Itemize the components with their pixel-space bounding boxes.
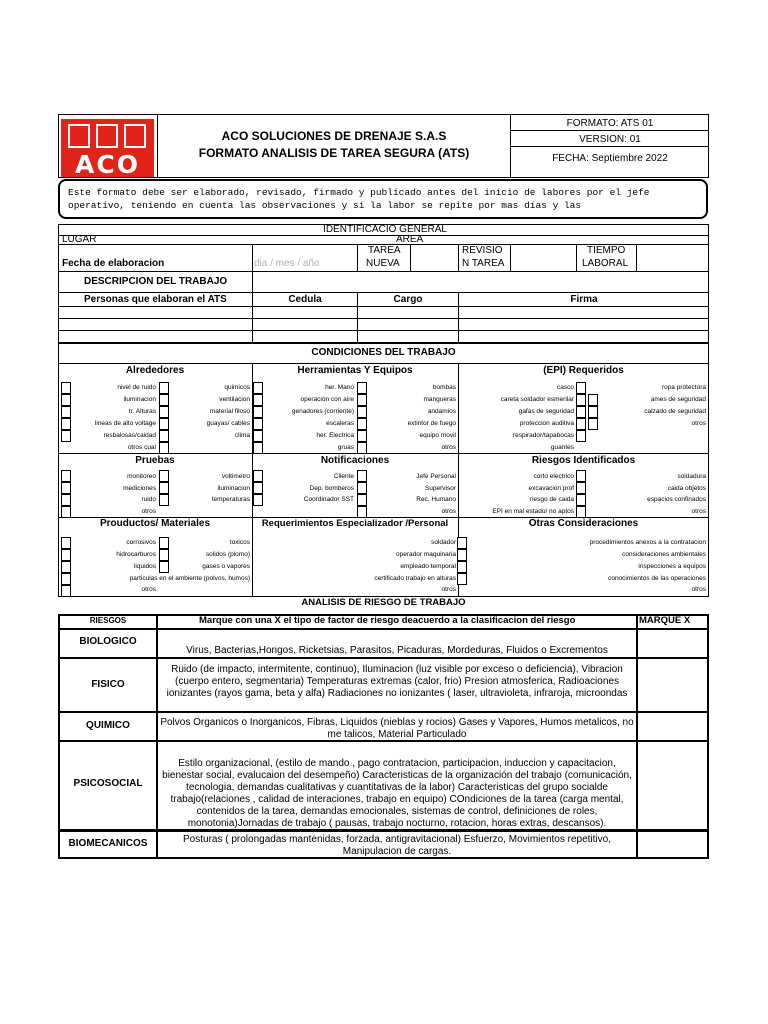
- riesgos-identificados-title: Riesgos Identificados: [531, 455, 636, 466]
- risk-desc: Polvos Organicos o Inorganicos, Fibras, Liquidos (nieblas y rocios) Gases y Vapores, Humos metalicos, no me talicos, Material Particulado: [160, 717, 634, 740]
- checkbox[interactable]: [357, 382, 367, 394]
- risk-desc: Ruido (de impacto, intermitente, continuo), Iluminacion (luz visible por exceso o deficiencia), Vibracion (cuerpo entero, segmentaria) Temperaturas extremas (calor, frio) Presion atmosferica, Radioaciones ionizantes (rayos gama, beta y alfa) Radiaciones no ionizantes ( laser, ultravioleta, infraroja, microondas: [166, 664, 628, 699]
- check-label: careta soldador esmerilar: [500, 396, 574, 403]
- col-marque: MARQUE X: [639, 615, 691, 626]
- check-label: otros: [691, 586, 706, 593]
- risk-desc: Estilo organizacional, (estilo de mando , pago contratacion, participacion, induccion y capacitacion, bienestar social, evalucaion del desempeño) Caracteristicas de la organización del trabajo (comunicación, tecnologia, demandas cualitativas y cuantitativas de la labor) Caracteristicas del grupo socialde trabajo(relaciones , calidad de interaciones, trabajo en equipo) COndiciones de la tarea (carga mental, contenidos de la tarea, demandas emocionales, sistemas de control, definiciones de roles, monotonia)Jornadas de trabajo ( pausas, trabajo nocturno, rotacion, horas extras, descansos).: [162, 758, 632, 829]
- check-label: iluminacion: [123, 396, 156, 403]
- fecha-input[interactable]: dia / mes / año: [254, 258, 320, 269]
- checkbox[interactable]: [357, 430, 367, 442]
- check-label: certificado trabajo en alturas: [374, 575, 456, 582]
- check-label: gases o vapores: [202, 563, 250, 570]
- check-label: Cliente: [333, 473, 354, 480]
- mark-cell[interactable]: [638, 742, 707, 829]
- checkbox[interactable]: [159, 494, 169, 506]
- check-label: Supervisor: [424, 485, 456, 492]
- check-label: conocimientos de las operaciones: [608, 575, 706, 582]
- conditions-title: CONDICIONES DEL TRABAJO: [311, 347, 456, 358]
- check-label: EPI en mal estado/ no aptos: [492, 508, 574, 515]
- checkbox[interactable]: [159, 382, 169, 394]
- check-label: clima: [234, 432, 250, 439]
- conditions-frame: [58, 343, 709, 597]
- check-label: corto electrico: [533, 473, 574, 480]
- alrededores-title: Alrededores: [125, 365, 185, 376]
- epi-title: (EPI) Requeridos: [543, 365, 624, 376]
- check-label: soldadura: [677, 473, 706, 480]
- check-label: Coordinador SST: [303, 496, 354, 503]
- check-label: caida objetos: [667, 485, 706, 492]
- risk-desc: Posturas ( prolongadas mantenidas, forzada, antigravitacional) Esfuerzo, Movimientos repetitivo, Manipulacion de cargas.: [183, 834, 611, 857]
- check-label: genadores (corriente): [291, 408, 354, 415]
- logo-text: ACO: [75, 150, 140, 179]
- checkbox[interactable]: [159, 418, 169, 430]
- instructions-text: Este formato debe ser elaborado, revisado, firmado y publicado antes del inicio de labores por el jefe operativo, teniendo en cuenta las observaciones y si la labor se repite por mas días y las: [68, 187, 650, 211]
- checkbox[interactable]: [159, 406, 169, 418]
- tarea-nueva-label: TAREA: [368, 245, 401, 256]
- cargo-label: Cargo: [393, 294, 423, 305]
- requerimientos-title: Requerimientos Especializador /Personal: [261, 518, 449, 529]
- risk-name: PSICOSOCIAL: [73, 778, 143, 789]
- check-label: extintor de fuego: [407, 420, 456, 427]
- checkbox[interactable]: [576, 382, 586, 394]
- revision-label: REVISIO: [462, 245, 503, 256]
- descripcion-label: DESCRIPCION DEL TRABAJO: [84, 276, 228, 287]
- check-label: procedimientos anexos a la contratacion: [589, 539, 706, 546]
- check-label: solidos (plomo): [205, 551, 250, 558]
- check-label: otros cual: [127, 444, 156, 451]
- risk-name: BIOMECANICOS: [68, 838, 148, 849]
- productos-title: Prouductos/ Materiales: [99, 518, 211, 529]
- risk-analysis-title: ANALISIS DE RIESGO DE TRABAJO: [301, 597, 466, 608]
- risk-name: BIOLOGICO: [79, 636, 137, 647]
- check-label: consideraciones ambientales: [622, 551, 706, 558]
- check-label: toxicos: [229, 539, 250, 546]
- risk-desc: Virus, Bacterias,Hongos, Ricketsias, Parasitos, Picaduras, Mordeduras, Fluidos o Excrementos: [186, 645, 608, 656]
- mark-cell[interactable]: [638, 832, 707, 856]
- cedula-label: Cedula: [288, 294, 322, 305]
- pruebas-title: Pruebas: [135, 455, 175, 466]
- check-label: otros: [441, 586, 456, 593]
- check-label: escaleras: [326, 420, 354, 427]
- checkbox[interactable]: [357, 482, 367, 494]
- check-label: otros: [141, 586, 156, 593]
- checkbox[interactable]: [588, 406, 598, 418]
- checkbox[interactable]: [357, 394, 367, 406]
- lugar-label: LUGAR: [62, 234, 97, 245]
- checkbox[interactable]: [159, 537, 169, 549]
- checkbox[interactable]: [576, 430, 586, 442]
- check-label: guayas/ cables: [206, 420, 250, 427]
- checkbox[interactable]: [357, 442, 367, 454]
- check-label: voltimetro: [221, 473, 250, 480]
- risk-name: QUIMICO: [86, 720, 130, 731]
- col-riesgos: RIESGOS: [89, 616, 127, 625]
- check-label: nivel de ruido: [117, 384, 156, 391]
- check-label: ruido: [141, 496, 156, 503]
- check-label: casco: [557, 384, 574, 391]
- checkbox[interactable]: [576, 482, 586, 494]
- checkbox[interactable]: [576, 470, 586, 482]
- check-label: her. Mano: [325, 384, 354, 391]
- company-name: ACO SOLUCIONES DE DRENAJE S.A.S: [221, 129, 447, 143]
- checkbox[interactable]: [159, 470, 169, 482]
- checkbox[interactable]: [159, 561, 169, 573]
- check-label: otros: [441, 444, 456, 451]
- check-label: quimicos: [224, 384, 250, 391]
- tarea-nueva-label-2: NUEVA: [366, 258, 400, 269]
- notificaciones-title: Notificaciones: [320, 455, 390, 466]
- check-label: otros: [691, 420, 706, 427]
- check-label: empleado temporal: [400, 563, 456, 570]
- checkbox[interactable]: [159, 394, 169, 406]
- check-label: monitoreo: [127, 473, 156, 480]
- check-label: ames de seguridad: [650, 396, 706, 403]
- check-label: particulas en el ambiente (polvos, humos): [129, 575, 250, 582]
- mark-cell[interactable]: [638, 630, 707, 656]
- checkbox[interactable]: [576, 406, 586, 418]
- check-label: resbalosas/caidad: [103, 432, 156, 439]
- checkbox[interactable]: [159, 430, 169, 442]
- general-title: IDENTIFICACIO GENERAL: [323, 224, 447, 235]
- check-label: hidrocarburos: [116, 551, 156, 558]
- herramientas-title: Herramientas Y Equipos: [297, 365, 413, 376]
- col-instruction: Marque con una X el tipo de factor de riesgo deacuerdo a la clasificacion del riesgo: [199, 615, 576, 626]
- checkbox[interactable]: [159, 549, 169, 561]
- check-label: inspecciones a equipos: [638, 563, 706, 570]
- checkbox[interactable]: [576, 494, 586, 506]
- check-label: guantes: [550, 444, 574, 451]
- instructions-note: [58, 179, 708, 219]
- check-label: Rec. Humano: [416, 496, 456, 503]
- check-label: gafas de seguridad: [518, 408, 574, 415]
- mark-cell[interactable]: [638, 659, 707, 710]
- checkbox[interactable]: [588, 418, 598, 430]
- date: FECHA: Septiembre 2022: [552, 153, 668, 164]
- check-label: operación con aire: [300, 396, 354, 403]
- firma-label: Firma: [570, 294, 598, 305]
- check-label: otros: [691, 508, 706, 515]
- checkbox[interactable]: [357, 406, 367, 418]
- checkbox[interactable]: [588, 394, 598, 406]
- check-label: Jefe Personal: [416, 473, 456, 480]
- check-label: liquidos: [133, 563, 156, 570]
- personas-label: Personas que elaboran el ATS: [84, 294, 227, 305]
- area-label: AREA: [396, 234, 424, 245]
- format-code: FORMATO: ATS 01: [566, 118, 654, 129]
- check-label: espacios confinados: [647, 496, 706, 503]
- checkbox[interactable]: [357, 506, 367, 518]
- check-label: otros: [441, 508, 456, 515]
- fecha-label: Fecha de elaboracion: [62, 258, 165, 269]
- checkbox[interactable]: [576, 394, 586, 406]
- check-label: ropa protectora: [661, 384, 706, 391]
- checkbox[interactable]: [159, 482, 169, 494]
- check-label: equipo movil: [419, 432, 456, 439]
- version: VERSION: 01: [579, 134, 641, 145]
- check-label: temperaturas: [211, 496, 250, 503]
- check-label: calzado de seguridad: [644, 408, 706, 415]
- check-label: proteccion auditiva: [519, 420, 574, 427]
- check-label: mangueras: [423, 396, 456, 403]
- tiempo-label: TIEMPO: [587, 245, 626, 256]
- check-label: lineas de alto voltage: [94, 420, 156, 427]
- check-label: ventilacion: [219, 396, 250, 403]
- check-label: bombas: [432, 384, 456, 391]
- check-label: tr. Alturas: [128, 408, 156, 415]
- otras-title: Otras Consideraciones: [528, 518, 639, 529]
- check-label: material filoso: [209, 408, 250, 415]
- check-label: Dep. bomberos: [309, 485, 354, 492]
- check-label: her. Electrica: [316, 432, 354, 439]
- check-label: respirador/tapabocas: [512, 432, 574, 439]
- checkbox[interactable]: [357, 418, 367, 430]
- check-label: riesgo de caida: [529, 496, 574, 503]
- check-label: andamios: [427, 408, 456, 415]
- checkbox[interactable]: [357, 470, 367, 482]
- aco-logo: [61, 119, 154, 177]
- form-title: FORMATO ANALISIS DE TAREA SEGURA (ATS): [198, 146, 470, 160]
- check-label: soldador: [431, 539, 456, 546]
- check-label: mediciones: [123, 485, 156, 492]
- check-label: gruas: [337, 444, 354, 451]
- checkbox[interactable]: [576, 506, 586, 518]
- check-label: operador maquinaria: [396, 551, 456, 558]
- check-label: corrosivos: [126, 539, 156, 546]
- check-label: iluminacion: [217, 485, 250, 492]
- checkbox[interactable]: [159, 442, 169, 454]
- checkbox[interactable]: [576, 418, 586, 430]
- risk-name: FISICO: [91, 679, 125, 690]
- checkbox[interactable]: [357, 494, 367, 506]
- check-label: excavacion prof: [528, 485, 574, 492]
- check-label: otros: [141, 508, 156, 515]
- mark-cell[interactable]: [638, 713, 707, 739]
- revision-label-2: N TAREA: [462, 258, 505, 269]
- tiempo-label-2: LABORAL: [582, 258, 629, 269]
